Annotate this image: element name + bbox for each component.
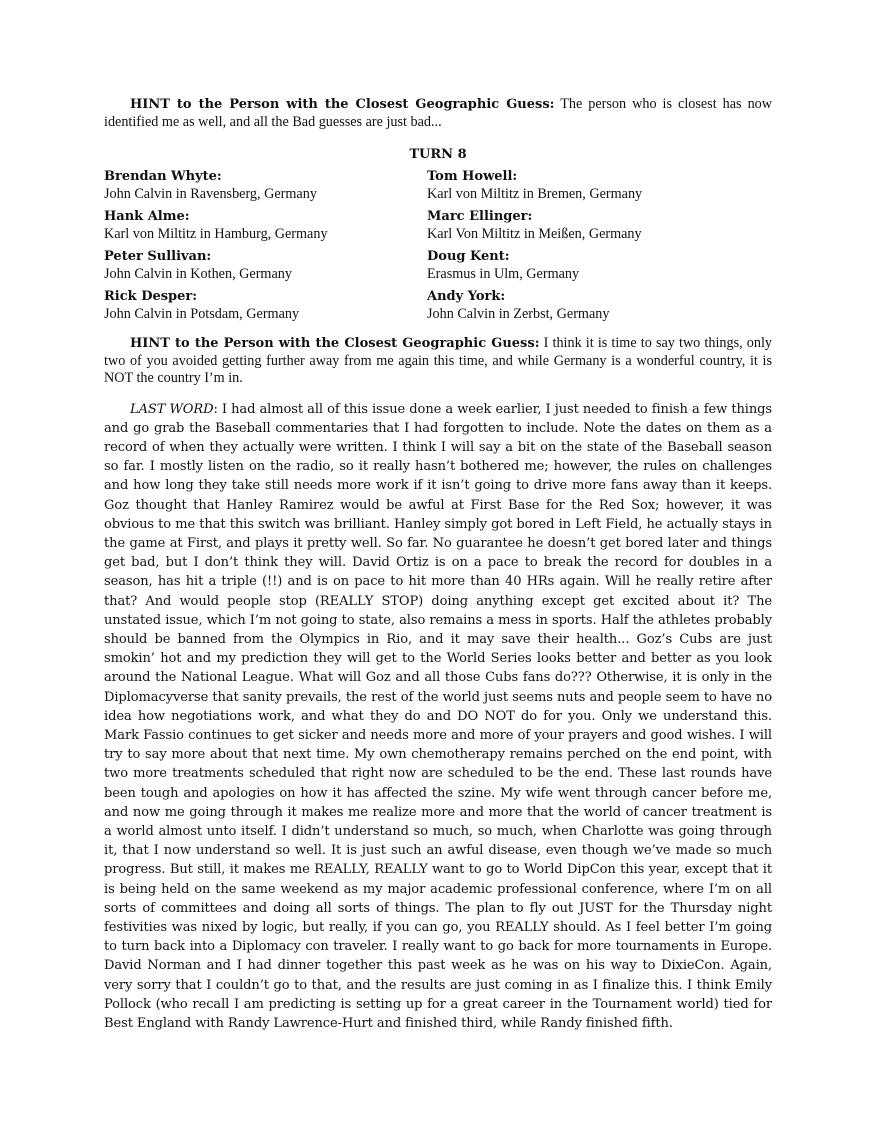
guesser-name: Brendan Whyte: [104, 169, 222, 184]
hint-label: HINT to the Person with the Closest Geographic Guess: [130, 336, 540, 351]
last-word-label: LAST WORD [130, 401, 214, 417]
guess-entry [104, 288, 427, 323]
guesser-name: Andy York: [427, 289, 506, 304]
hint-text: I think it is time to say two things, only two of you avoided getting further away from me again this time, and while Germany is a wonderful country, it is NOT the country I’m in. [104, 335, 773, 386]
guess-text: Karl von Miltitz in Bremen, Germany [427, 186, 643, 202]
hint-paragraph-top [104, 96, 772, 131]
guess-text: Karl von Miltitz in Hamburg, Germany [104, 226, 328, 242]
guess-text: Karl Von Miltitz in Meißen, Germany [427, 226, 642, 242]
guess-entry [427, 168, 772, 203]
guess-entry [427, 248, 772, 283]
guesses-grid [104, 168, 772, 323]
guess-entry [104, 168, 427, 203]
guesser-name: Peter Sullivan: [104, 249, 212, 264]
document-page [104, 96, 772, 1033]
guess-text: Erasmus in Ulm, Germany [427, 266, 580, 282]
guess-entry [427, 288, 772, 323]
last-word-text: : I had almost all of this issue done a week earlier, I just needed to finish a few things and go grab the Baseball commentaries that I had forgotten to include. Note the dates on them as a record of when they actually were written. I think I will say a bit on the state of the Baseball season so far. I mostly listen on the radio, so it really hasn’t bothered me; however, the rules on challenges and how long they take still needs more work if it isn’t going to drive more fans away than it keeps. Goz thought that Hanley Ramirez would be awful at First Base for the Red Sox; however, it was obvious to me that this switch was brilliant. Hanley simply got bored in Left Field, he actually stays in the game at First, and plays it pretty well. So far. No guarantee he doesn’t get bored later and things get bad, but I don’t think they will. David Ortiz is on a pace to break the record for doubles in a season, has hit a triple (!!) and is on pace to hit more than 40 HRs again. Will he really retire after that? And would people stop (REALLY STOP) doing anything except get excited about it? The unstated issue, which I’m not going to state, also remains a mess in sports. Half the athletes probably should be banned from the Olympics in Rio, and it may save their health... Goz’s Cubs are just smokin’ hot and my prediction they will get to the World Series looks better and better as you look around the National League. What will Goz and all those Cubs fans do??? Otherwise, it is only in the Diplomacyverse that sanity prevails, the rest of the world just seems nuts and people seem to have no idea how negotiations work, and what they do and DO NOT do for you. Only we understand this. Mark Fassio continues to get sicker and needs more and more of your prayers and good wishes. I will try to say more about that next time. My own chemotherapy remains perched on the end point, with two more treatments scheduled that right now are scheduled to be the end. These last rounds have been tough and apologies on how it has affected the szine. My wife went through cancer before me, and now me going through it makes me realize more and more that the world of cancer treatment is a world almost unto itself. I didn’t understand so much, so much, when Charlotte was going through it, that I now understand so well. It is just such an awful disease, even though we’ve made so much progress. But still, it makes me REALLY, REALLY want to go to World DipCon this year, except that it is being held on the same weekend as my major academic professional conference, where I’m on all sorts of committees and doing all sorts of things. The plan to fly out JUST for the Thursday night festivities was nixed by logic, but really, if you can go, you REALLY should. As I feel better I’m going to turn back into a Diplomacy con traveler. I really want to go back for more tournaments in Europe. David Norman and I had dinner together this past week as he was on his way to DixieCon. Again, very sorry that I couldn’t go to that, and the results are just coming in as I finalize this. I think Emily Pollock (who recall I am predicting is setting up for a great career in the Tournament world) tied for Best England with Randy Lawrence-Hurt and finished third, while Randy finished fifth. [104, 401, 772, 1031]
guess-text: John Calvin in Ravensberg, Germany [104, 186, 317, 202]
guesser-name: Marc Ellinger: [427, 209, 533, 224]
guess-entry [104, 208, 427, 243]
guesser-name: Rick Desper: [104, 289, 198, 304]
hint-paragraph-bottom [104, 335, 772, 388]
guess-text: John Calvin in Zerbst, Germany [427, 306, 610, 322]
guesser-name: Hank Alme: [104, 209, 190, 224]
guesser-name: Tom Howell: [427, 169, 518, 184]
guess-text: John Calvin in Kothen, Germany [104, 266, 292, 282]
guesser-name: Doug Kent: [427, 249, 510, 264]
guess-entry [427, 208, 772, 243]
turn-heading: TURN 8 [409, 147, 467, 162]
last-word-paragraph [104, 400, 772, 1034]
hint-text: The person who is closest has now identified me as well, and all the Bad guesses are just bad... [104, 96, 773, 130]
hint-label: HINT to the Person with the Closest Geographic Guess: [130, 97, 555, 112]
guess-text: John Calvin in Potsdam, Germany [104, 306, 300, 322]
guess-entry [104, 248, 427, 283]
